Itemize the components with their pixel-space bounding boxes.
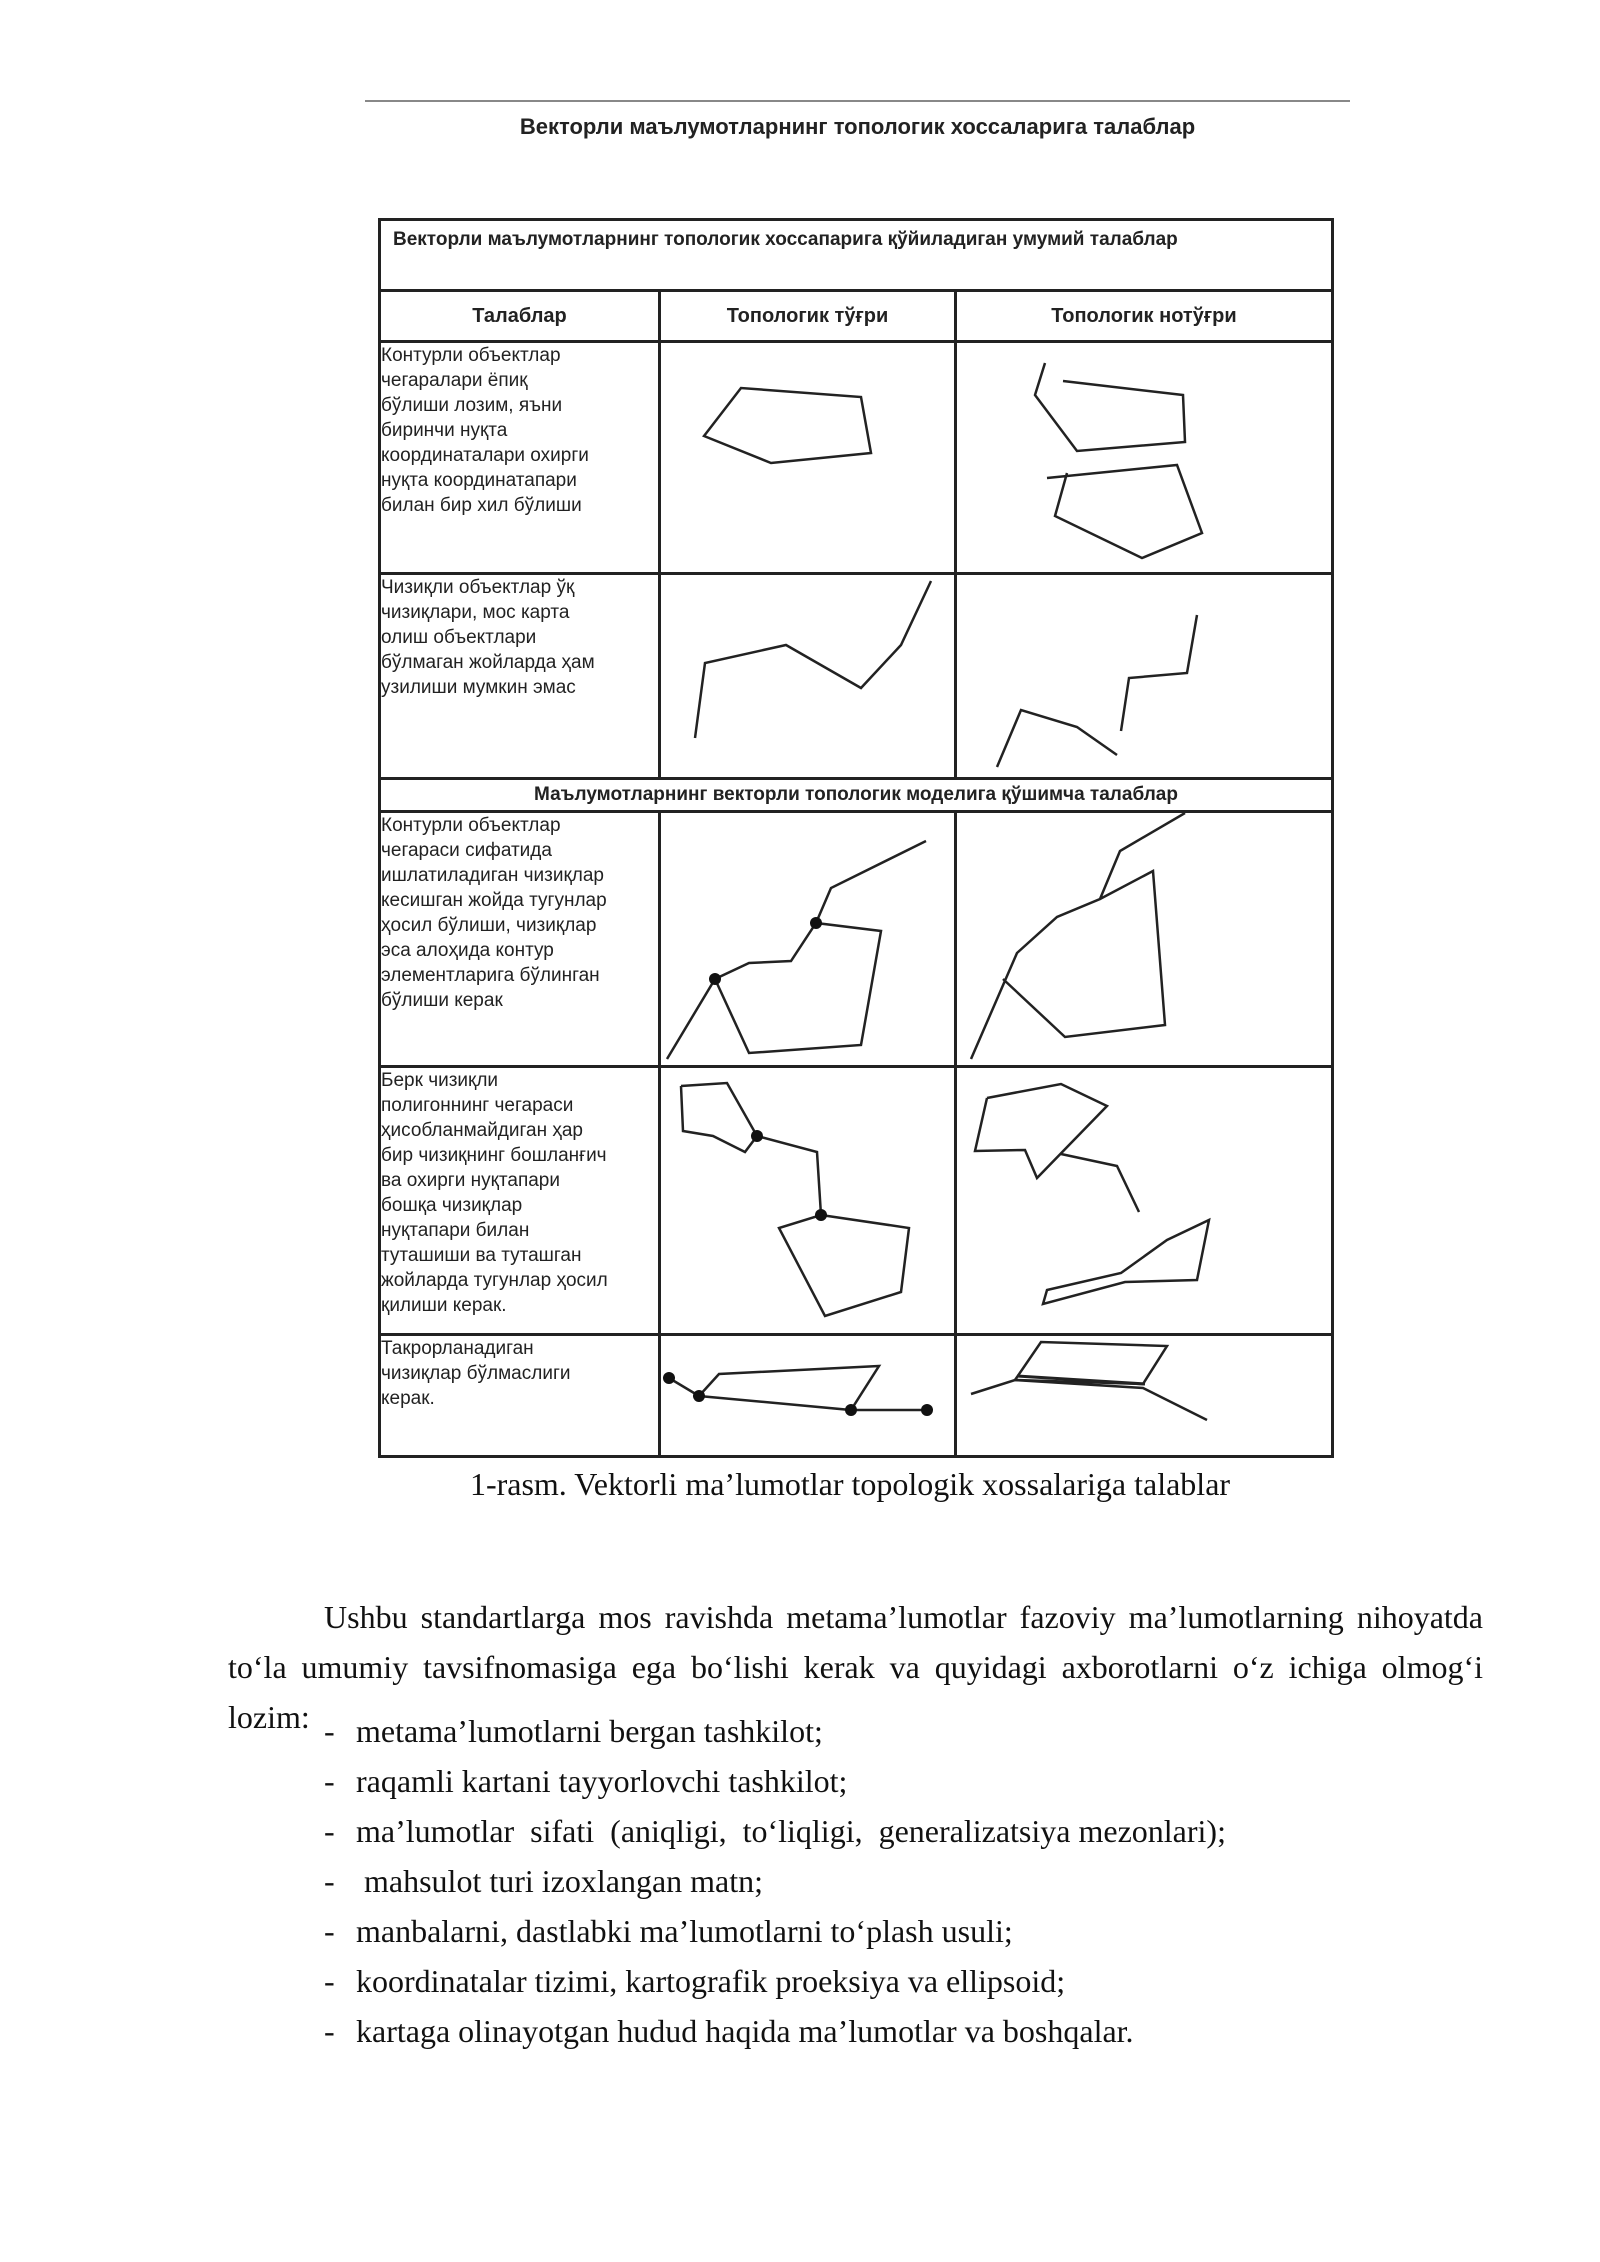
incorrect-open-polygons — [956, 342, 1333, 574]
open-polygons-diagram — [957, 343, 1328, 571]
bullet-dash: - — [324, 1763, 335, 1799]
list-item-text: manbalarni, dastlabki ma’lumotlarni to‘plash usuli; — [356, 1913, 1013, 1949]
correct-intersection-nodes — [660, 812, 956, 1067]
bullet-dash: - — [324, 1963, 335, 1999]
incorrect-broken-line — [956, 574, 1333, 779]
requirement-no-duplicates: Такрорланадиган чизиқлар бўлмаслиги керак. — [380, 1335, 660, 1457]
list-item — [324, 1906, 1226, 1956]
requirement-endpoint-connection: Берк чизиқли полигоннинг чегараси ҳисобланмайдиган ҳар бир чизиқнинг бошланғич ва охирги нуқтапари бошқа чизиқлар нуқтапари билан туташиши ва туташган жойларда тугунлар ҳосил қилиши керак. — [380, 1067, 660, 1335]
list-item-text: kartaga olinayotgan hudud haqida ma’lumotlar va boshqalar. — [356, 2013, 1134, 2049]
figure-title: Векторли маълумотларнинг топологик хоссаларига талаблар — [365, 100, 1350, 140]
requirement-closed-contours: Контурли объектлар чегаралари ёпиқ бўлиши лозим, яъни биринчи нуқта координаталари охирги нуқта координатапари билан бир хил бўлиши — [380, 342, 660, 574]
figure-caption: 1-rasm. Vektorli ma’lumotlar topologik xossalariga talablar — [469, 1466, 1231, 1502]
bullet-dash: - — [324, 1813, 335, 1849]
list-item-text: metama’lumotlarni bergan tashkilot; — [356, 1713, 823, 1749]
no-duplicates-diagram — [661, 1336, 951, 1454]
list-item — [324, 1706, 1226, 1756]
list-item-text: mahsulot turi izoxlangan matn; — [356, 1863, 764, 1899]
column-header-correct: Топологик тўғри — [660, 291, 956, 342]
disconnected-endpoints-diagram — [957, 1068, 1328, 1332]
requirement-linear-continuity: Чизиқли объектлар ўқ чизиқлари, мос карта олиш объектлари бўлмаган жойларда ҳам узилиши мумкин эмас — [380, 574, 660, 779]
correct-closed-polygon — [660, 342, 956, 574]
list-item — [324, 1806, 1226, 1856]
body-paragraph: Ushbu standartlarga mos ravishda metama’lumotlar fazoviy ma’lumotlarning nihoyatda to‘la umumiy tavsifnomasiga ega bo‘lishi kerak va quyidagi axborotlarni o‘z ichiga olmog‘i lozim: — [228, 1599, 1483, 1735]
incorrect-duplicate-lines — [956, 1335, 1333, 1457]
metadata-items-list — [324, 1706, 1226, 2056]
topology-requirements-table — [378, 218, 1334, 1458]
requirement-intersection-nodes: Контурли объектлар чегараси сифатида ишлатиладиган чизиқлар кесишган жойда тугунлар ҳосил бўлиши, чизиқлар эса алоҳида контур элементларига бўлинган бўлиши керак — [380, 812, 660, 1067]
bullet-dash: - — [324, 1863, 335, 1899]
correct-continuous-line — [660, 574, 956, 779]
intersection-nodes-diagram — [661, 813, 951, 1064]
extra-requirements-header: Маълумотларнинг векторли топологик моделига қўшимча талаблар — [380, 779, 1333, 812]
continuous-line-diagram — [661, 575, 951, 776]
missing-nodes-diagram — [957, 813, 1328, 1064]
list-item — [324, 1856, 1226, 1906]
incorrect-missing-nodes — [956, 812, 1333, 1067]
list-item-text: raqamli kartani tayyorlovchi tashkilot; — [356, 1763, 848, 1799]
list-item — [324, 1956, 1226, 2006]
broken-line-diagram — [957, 575, 1328, 776]
incorrect-disconnected-endpoints — [956, 1067, 1333, 1335]
list-item — [324, 1756, 1226, 1806]
bullet-dash: - — [324, 2013, 335, 2049]
duplicate-lines-diagram — [957, 1336, 1328, 1454]
closed-polygon-diagram — [661, 343, 951, 571]
correct-connected-endpoints — [660, 1067, 956, 1335]
bullet-dash: - — [324, 1713, 335, 1749]
list-item-text: ma’lumotlar sifati (aniqligi, to‘liqligi, generalizatsiya mezonlari); — [356, 1813, 1226, 1849]
column-header-incorrect: Топологик нотўғри — [956, 291, 1333, 342]
list-item — [324, 2006, 1226, 2056]
general-requirements-header: Векторли маълумотларнинг топологик хоссапарига қўйиладиган умумий талаблар — [380, 220, 1333, 291]
connected-endpoints-diagram — [661, 1068, 951, 1332]
list-item-text: koordinatalar tizimi, kartografik proeksiya va ellipsoid; — [356, 1963, 1066, 1999]
correct-no-duplicates — [660, 1335, 956, 1457]
bullet-dash: - — [324, 1913, 335, 1949]
column-header-requirements: Талаблар — [380, 291, 660, 342]
